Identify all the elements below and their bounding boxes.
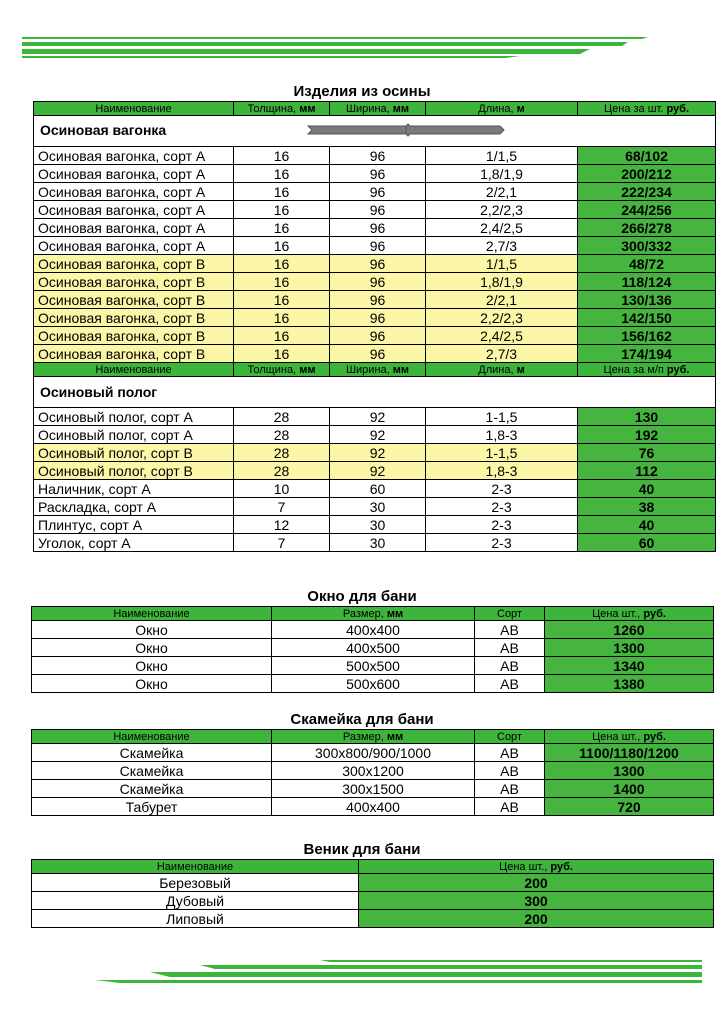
width-cell: 96 — [330, 201, 426, 219]
section-label: Осиновая вагонка — [34, 116, 716, 147]
name-cell: Скамейка — [32, 744, 272, 762]
size-cell: 400x500 — [272, 639, 475, 657]
product-name-cell: Осиновая вагонка, сорт А — [34, 201, 234, 219]
col-width-header: Ширина, мм — [330, 363, 426, 377]
size-cell: 300x800/900/1000 — [272, 744, 475, 762]
price-cell: 118/124 — [578, 273, 716, 291]
width-cell: 96 — [330, 255, 426, 273]
col-name-header: Наименование — [32, 860, 359, 874]
name-cell: Окно — [32, 639, 272, 657]
length-cell: 2,7/3 — [426, 345, 578, 363]
product-name-cell: Раскладка, сорт А — [34, 498, 234, 516]
product-name-cell: Осиновая вагонка, сорт А — [34, 183, 234, 201]
table-row — [32, 910, 714, 928]
length-cell: 2-3 — [426, 516, 578, 534]
product-name-cell: Осиновая вагонка, сорт В — [34, 309, 234, 327]
length-cell: 1,8/1,9 — [426, 165, 578, 183]
length-cell: 1,8-3 — [426, 462, 578, 480]
price-cell: 1340 — [545, 657, 714, 675]
width-cell: 96 — [330, 273, 426, 291]
thickness-cell: 16 — [234, 147, 330, 165]
width-cell: 30 — [330, 516, 426, 534]
thickness-cell: 16 — [234, 219, 330, 237]
length-cell: 2-3 — [426, 534, 578, 552]
table-row — [34, 273, 716, 291]
table-row — [34, 201, 716, 219]
price-cell: 1300 — [545, 639, 714, 657]
width-cell: 96 — [330, 165, 426, 183]
length-cell: 1-1,5 — [426, 408, 578, 426]
thickness-cell: 28 — [234, 462, 330, 480]
price-cell: 300 — [359, 892, 714, 910]
length-cell: 1,8-3 — [426, 426, 578, 444]
section-row-shelving — [34, 377, 716, 408]
table-row — [34, 462, 716, 480]
width-cell: 96 — [330, 237, 426, 255]
thickness-cell: 7 — [234, 534, 330, 552]
price-cell: 720 — [545, 798, 714, 816]
length-cell: 2/2,1 — [426, 183, 578, 201]
price-cell: 200 — [359, 874, 714, 892]
length-cell: 2,2/2,3 — [426, 201, 578, 219]
thickness-cell: 28 — [234, 444, 330, 462]
table-row — [34, 345, 716, 363]
width-cell: 92 — [330, 444, 426, 462]
price-cell: 40 — [578, 516, 716, 534]
window-price-table — [31, 606, 714, 693]
thickness-cell: 16 — [234, 291, 330, 309]
price-cell: 300/332 — [578, 237, 716, 255]
col-grade-header: Сорт — [475, 607, 545, 621]
col-size-header: Размер, мм — [272, 607, 475, 621]
width-cell: 96 — [330, 309, 426, 327]
length-cell: 2-3 — [426, 480, 578, 498]
length-cell: 2,2/2,3 — [426, 309, 578, 327]
product-name-cell: Осиновый полог, сорт А — [34, 408, 234, 426]
size-cell: 500x600 — [272, 675, 475, 693]
price-cell: 1300 — [545, 762, 714, 780]
col-price-header: Цена за м/п руб. — [578, 363, 716, 377]
table-row — [34, 480, 716, 498]
table-row — [32, 744, 714, 762]
price-cell: 130 — [578, 408, 716, 426]
col-name-header: Наименование — [34, 363, 234, 377]
thickness-cell: 16 — [234, 273, 330, 291]
width-cell: 60 — [330, 480, 426, 498]
aspen-table-header — [34, 102, 716, 116]
price-cell: 1260 — [545, 621, 714, 639]
product-name-cell: Осиновая вагонка, сорт В — [34, 327, 234, 345]
name-cell: Окно — [32, 621, 272, 639]
width-cell: 96 — [330, 219, 426, 237]
price-cell: 40 — [578, 480, 716, 498]
product-name-cell: Осиновая вагонка, сорт А — [34, 237, 234, 255]
table-row — [34, 255, 716, 273]
grade-cell: АВ — [475, 744, 545, 762]
name-cell: Скамейка — [32, 780, 272, 798]
product-name-cell: Осиновая вагонка, сорт В — [34, 273, 234, 291]
table-row — [34, 327, 716, 345]
col-name-header: Наименование — [32, 607, 272, 621]
name-cell: Окно — [32, 675, 272, 693]
grade-cell: АВ — [475, 798, 545, 816]
col-name-header: Наименование — [34, 102, 234, 116]
price-cell: 1100/1180/1200 — [545, 744, 714, 762]
price-cell: 48/72 — [578, 255, 716, 273]
table-row — [34, 147, 716, 165]
product-name-cell: Осиновый полог, сорт В — [34, 444, 234, 462]
bench-section-title: Скамейка для бани — [290, 711, 434, 728]
table-row — [34, 534, 716, 552]
col-grade-header: Сорт — [475, 730, 545, 744]
table-row — [32, 675, 714, 693]
col-price-header: Цена за шт. руб. — [578, 102, 716, 116]
table-row — [32, 621, 714, 639]
product-name-cell: Осиновый полог, сорт В — [34, 462, 234, 480]
product-name-cell: Осиновая вагонка, сорт А — [34, 165, 234, 183]
section-label: Осиновый полог — [34, 377, 716, 408]
grade-cell: АВ — [475, 639, 545, 657]
col-name-header: Наименование — [32, 730, 272, 744]
broom-section-title: Веник для бани — [303, 841, 421, 858]
price-cell: 130/136 — [578, 291, 716, 309]
table-row — [34, 183, 716, 201]
length-cell: 1-1,5 — [426, 444, 578, 462]
table-row — [34, 516, 716, 534]
thickness-cell: 28 — [234, 408, 330, 426]
price-cell: 192 — [578, 426, 716, 444]
price-cell: 38 — [578, 498, 716, 516]
size-cell: 400x400 — [272, 798, 475, 816]
price-cell: 76 — [578, 444, 716, 462]
thickness-cell: 12 — [234, 516, 330, 534]
width-cell: 96 — [330, 291, 426, 309]
name-cell: Окно — [32, 657, 272, 675]
size-cell: 300x1200 — [272, 762, 475, 780]
grade-cell: АВ — [475, 621, 545, 639]
price-cell: 174/194 — [578, 345, 716, 363]
thickness-cell: 10 — [234, 480, 330, 498]
length-cell: 2-3 — [426, 498, 578, 516]
product-name-cell: Осиновая вагонка, сорт А — [34, 147, 234, 165]
thickness-cell: 16 — [234, 237, 330, 255]
size-cell: 500x500 — [272, 657, 475, 675]
price-cell: 156/162 — [578, 327, 716, 345]
price-cell: 112 — [578, 462, 716, 480]
product-name-cell: Наличник, сорт А — [34, 480, 234, 498]
section-row-lining — [34, 116, 716, 147]
thickness-cell: 28 — [234, 426, 330, 444]
table-row — [34, 165, 716, 183]
col-price-header: Цена шт., руб. — [359, 860, 714, 874]
thickness-cell: 16 — [234, 201, 330, 219]
col-width-header: Ширина, мм — [330, 102, 426, 116]
product-name-cell: Уголок, сорт А — [34, 534, 234, 552]
name-cell: Табурет — [32, 798, 272, 816]
bottom-decorative-stripes — [0, 958, 724, 988]
thickness-cell: 16 — [234, 255, 330, 273]
aspen-price-table — [33, 101, 716, 552]
table-row — [32, 892, 714, 910]
col-thickness-header: Толщина, мм — [234, 363, 330, 377]
length-cell: 2,4/2,5 — [426, 327, 578, 345]
width-cell: 96 — [330, 345, 426, 363]
length-cell: 1/1,5 — [426, 147, 578, 165]
thickness-cell: 16 — [234, 309, 330, 327]
width-cell: 92 — [330, 408, 426, 426]
name-cell: Березовый — [32, 874, 359, 892]
grade-cell: АВ — [475, 762, 545, 780]
aspen-table-header-2 — [34, 363, 716, 377]
table-row — [34, 408, 716, 426]
width-cell: 30 — [330, 498, 426, 516]
window-table-header — [32, 607, 714, 621]
table-row — [32, 780, 714, 798]
size-cell: 300x1500 — [272, 780, 475, 798]
table-row — [34, 237, 716, 255]
grade-cell: АВ — [475, 657, 545, 675]
col-price-header: Цена шт., руб. — [545, 730, 714, 744]
name-cell: Липовый — [32, 910, 359, 928]
table-row — [32, 798, 714, 816]
product-name-cell: Осиновая вагонка, сорт В — [34, 291, 234, 309]
width-cell: 92 — [330, 426, 426, 444]
table-row — [32, 874, 714, 892]
table-row — [34, 426, 716, 444]
grade-cell: АВ — [475, 675, 545, 693]
length-cell: 2,4/2,5 — [426, 219, 578, 237]
name-cell: Дубовый — [32, 892, 359, 910]
thickness-cell: 16 — [234, 183, 330, 201]
col-thickness-header: Толщина, мм — [234, 102, 330, 116]
name-cell: Скамейка — [32, 762, 272, 780]
price-cell: 200 — [359, 910, 714, 928]
length-cell: 2,7/3 — [426, 237, 578, 255]
product-name-cell: Осиновый полог, сорт А — [34, 426, 234, 444]
price-cell: 1400 — [545, 780, 714, 798]
col-size-header: Размер, мм — [272, 730, 475, 744]
table-row — [34, 444, 716, 462]
product-name-cell: Осиновая вагонка, сорт А — [34, 219, 234, 237]
thickness-cell: 16 — [234, 327, 330, 345]
table-row — [32, 762, 714, 780]
thickness-cell: 16 — [234, 165, 330, 183]
width-cell: 96 — [330, 147, 426, 165]
price-cell: 60 — [578, 534, 716, 552]
price-cell: 68/102 — [578, 147, 716, 165]
bench-table-header — [32, 730, 714, 744]
product-name-cell: Плинтус, сорт А — [34, 516, 234, 534]
size-cell: 400x400 — [272, 621, 475, 639]
length-cell: 1,8/1,9 — [426, 273, 578, 291]
window-section-title: Окно для бани — [307, 588, 417, 605]
product-name-cell: Осиновая вагонка, сорт В — [34, 255, 234, 273]
col-price-header: Цена шт., руб. — [545, 607, 714, 621]
thickness-cell: 16 — [234, 345, 330, 363]
length-cell: 2/2,1 — [426, 291, 578, 309]
price-cell: 142/150 — [578, 309, 716, 327]
table-row — [32, 657, 714, 675]
price-cell: 222/234 — [578, 183, 716, 201]
grade-cell: АВ — [475, 780, 545, 798]
price-cell: 244/256 — [578, 201, 716, 219]
width-cell: 96 — [330, 183, 426, 201]
table-row — [34, 309, 716, 327]
product-name-cell: Осиновая вагонка, сорт В — [34, 345, 234, 363]
wooden-board-profile-icon — [306, 123, 506, 140]
length-cell: 1/1,5 — [426, 255, 578, 273]
aspen-section-title: Изделия из осины — [293, 83, 431, 100]
price-cell: 266/278 — [578, 219, 716, 237]
width-cell: 96 — [330, 327, 426, 345]
bench-price-table — [31, 729, 714, 816]
top-decorative-stripes — [0, 30, 724, 60]
table-row — [34, 498, 716, 516]
col-length-header: Длина, м — [426, 363, 578, 377]
width-cell: 92 — [330, 462, 426, 480]
table-row — [34, 219, 716, 237]
thickness-cell: 7 — [234, 498, 330, 516]
price-cell: 1380 — [545, 675, 714, 693]
broom-price-table — [31, 859, 714, 928]
col-length-header: Длина, м — [426, 102, 578, 116]
broom-table-header — [32, 860, 714, 874]
table-row — [32, 639, 714, 657]
price-cell: 200/212 — [578, 165, 716, 183]
table-row — [34, 291, 716, 309]
width-cell: 30 — [330, 534, 426, 552]
